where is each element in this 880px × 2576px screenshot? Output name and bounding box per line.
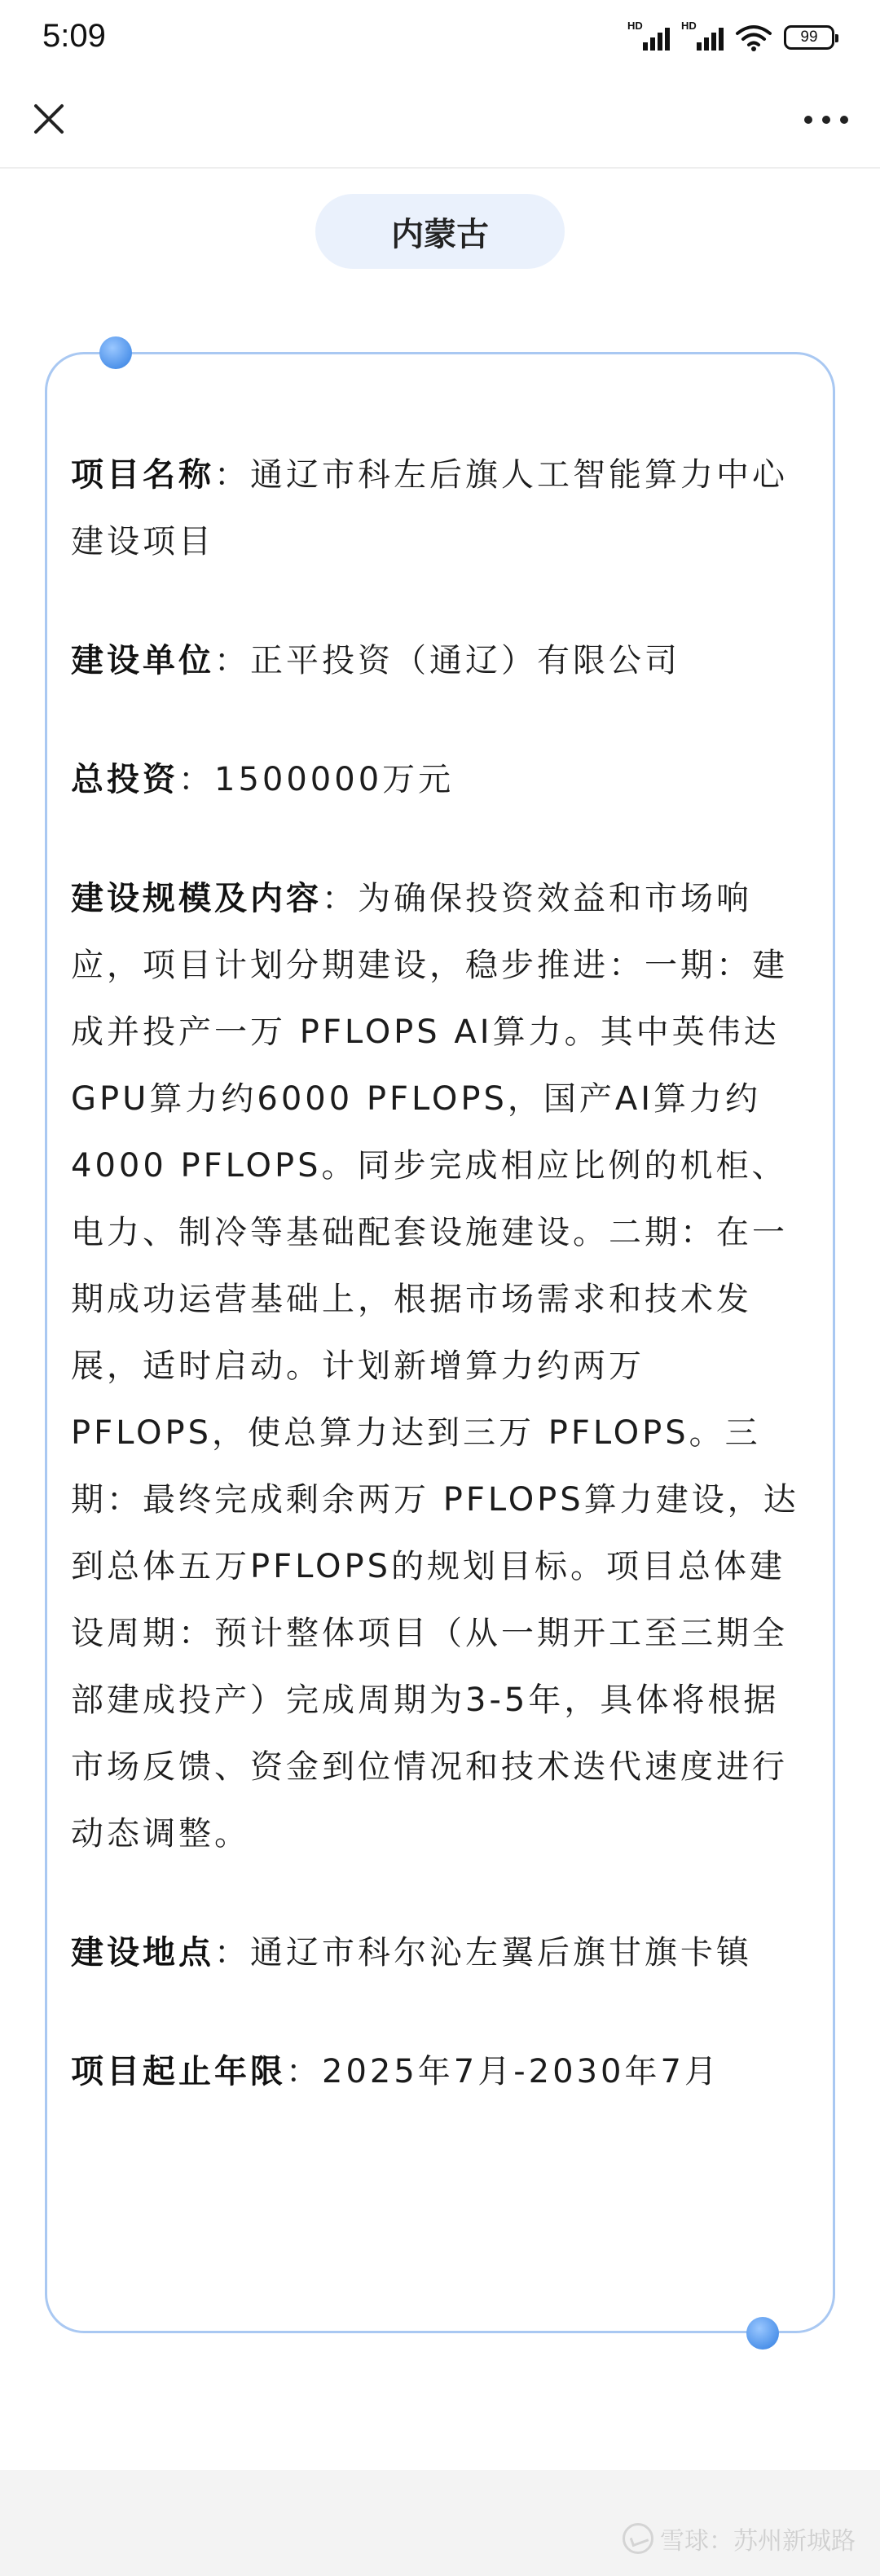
close-button[interactable] xyxy=(24,95,73,143)
wifi-icon xyxy=(735,24,772,51)
status-icons xyxy=(627,21,834,54)
total-investment-label: 总投资 xyxy=(71,761,178,798)
status-bar xyxy=(0,0,880,75)
signal-hd-tag: HD xyxy=(681,20,697,32)
card-bottom-dot xyxy=(746,2317,779,2350)
label-separator: ： xyxy=(214,1934,250,1972)
close-icon xyxy=(24,95,73,143)
project-name-value: 通辽市科左后旗人工智能算力中心建设项目 xyxy=(71,456,788,560)
project-name-label: 项目名称 xyxy=(71,456,214,494)
region-tag: 内蒙古 xyxy=(315,194,565,269)
total-investment-value: 1500000万元 xyxy=(214,761,455,798)
period-label: 项目起止年限 xyxy=(71,2053,286,2090)
battery-level: 99 xyxy=(800,29,818,46)
signal-icon xyxy=(681,20,724,52)
label-separator: ： xyxy=(214,642,250,679)
more-icon xyxy=(797,99,856,140)
signal-icon xyxy=(627,20,670,52)
status-time: 5:09 xyxy=(42,18,106,54)
period-value: 2025年7月-2030年7月 xyxy=(322,2053,720,2090)
period-field xyxy=(71,2038,808,2105)
watermark xyxy=(623,2521,856,2556)
label-separator: ： xyxy=(322,880,358,917)
scope-value: 为确保投资效益和市场响应，项目计划分期建设，稳步推进：一期：建成并投产一万 PFLOPS AI算力。其中英伟达GPU算力约6000 PFLOPS，国产AI算力约4000 PFLOPS。同步完成相应比例的机柜、电力、制冷等基础配套设施建设。二期：在一期成功运营基础上，根据市场需求和技术发展，适时启动。计划新增算力约两万 PFLOPS，使总算力达到三万 PFLOPS。三期：最终完成剩余两万 PFLOPS算力建设，达到总体五万PFLOPS的规划目标。项目总体建设周期：预计整体项目（从一期开工至三期全部建成投产）完成周期为3-5年，具体将根据市场反馈、资金到位情况和技术迭代速度进行动态调整。 xyxy=(71,880,799,1853)
snowball-logo-icon xyxy=(623,2523,653,2554)
location-field xyxy=(71,1919,808,1986)
card-top-dot xyxy=(99,336,132,369)
location-label: 建设地点 xyxy=(71,1934,214,1972)
more-button[interactable] xyxy=(797,99,856,140)
project-details xyxy=(71,442,808,2157)
scope-field xyxy=(71,865,808,1867)
page-footer xyxy=(0,2470,880,2576)
label-separator: ： xyxy=(286,2053,322,2090)
location-value: 通辽市科尔沁左翼后旗甘旗卡镇 xyxy=(250,1934,752,1972)
nav-bar xyxy=(0,75,880,165)
scope-label: 建设规模及内容 xyxy=(71,880,322,917)
label-separator: ： xyxy=(178,761,214,798)
signal-hd-tag: HD xyxy=(627,20,643,32)
battery-icon xyxy=(784,25,834,50)
construction-unit-field xyxy=(71,627,808,694)
nav-divider xyxy=(0,167,880,169)
construction-unit-value: 正平投资（通辽）有限公司 xyxy=(250,642,680,679)
watermark-text: 雪球：苏州新城路 xyxy=(660,2527,856,2556)
total-investment-field xyxy=(71,746,808,813)
construction-unit-label: 建设单位 xyxy=(71,642,214,679)
project-name-field xyxy=(71,442,808,575)
label-separator: ： xyxy=(214,456,250,494)
